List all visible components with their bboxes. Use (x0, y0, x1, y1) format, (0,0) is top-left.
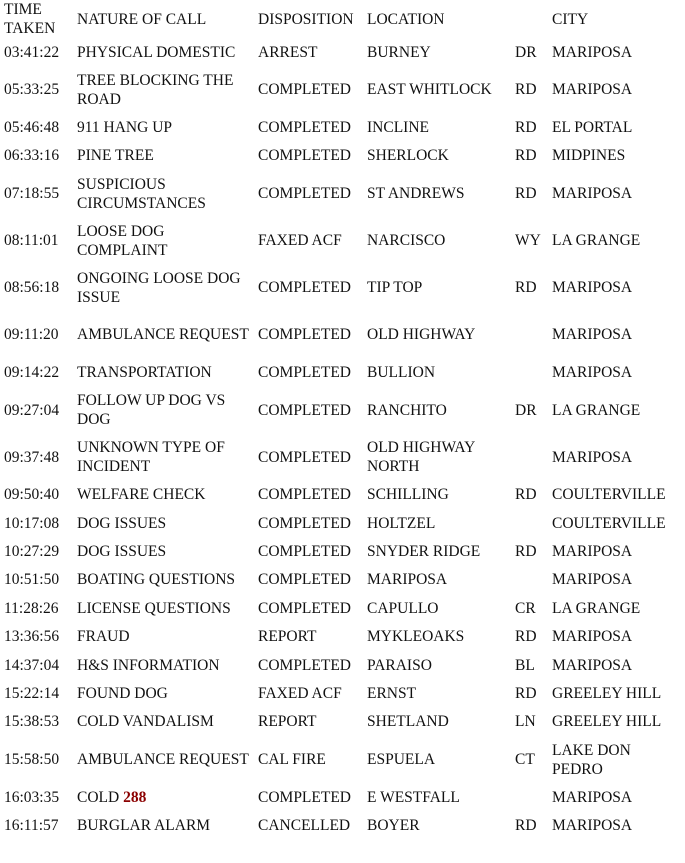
cell-city: LAKE DON PEDRO (552, 741, 631, 778)
table-row (0, 566, 685, 594)
cell-city: MARIPOSA (552, 571, 633, 589)
cell-time: 05:46:48 (4, 119, 60, 137)
cell-time: 10:27:29 (4, 543, 60, 561)
cell-nature: PINE TREE (77, 147, 154, 165)
cell-suffix: RD (515, 147, 537, 165)
cell-disposition: COMPLETED (258, 401, 351, 419)
cell-location: HOLTZEL (367, 514, 436, 532)
table-row (0, 736, 685, 783)
cell-time: 03:41:22 (4, 43, 60, 61)
cell-time: 15:38:53 (4, 713, 60, 731)
cell-suffix: RD (515, 486, 537, 504)
cell-time: 06:33:16 (4, 147, 60, 165)
cell-nature: LOOSE DOG COMPLAINT (77, 222, 168, 259)
header-row (0, 0, 685, 38)
cell-nature: BOATING QUESTIONS (77, 571, 236, 589)
cell-nature: BURGLAR ALARM (77, 817, 211, 835)
cell-location: BURNEY (367, 43, 431, 61)
cell-city: MARIPOSA (552, 326, 633, 344)
cell-nature: COLD VANDALISM (77, 713, 214, 731)
cell-location: EAST WHITLOCK (367, 81, 492, 99)
cell-disposition: COMPLETED (258, 571, 351, 589)
cell-suffix: RD (515, 817, 537, 835)
cell-disposition: REPORT (258, 628, 317, 646)
cell-location: ESPUELA (367, 751, 436, 769)
cell-time: 11:28:26 (4, 599, 59, 617)
cell-location: OLD HIGHWAY NORTH (367, 439, 475, 476)
table-row (0, 387, 685, 434)
cell-city: MARIPOSA (552, 81, 633, 99)
cell-nature: AMBULANCE REQUEST (77, 326, 249, 344)
cell-disposition: COMPLETED (258, 279, 351, 297)
cell-location: TIP TOP (367, 279, 423, 297)
cell-location: SCHILLING (367, 486, 449, 504)
cell-suffix: DR (515, 43, 537, 61)
cell-location: ERNST (367, 684, 417, 702)
cell-suffix: DR (515, 401, 537, 419)
cell-nature: AMBULANCE REQUEST (77, 751, 249, 769)
cell-time: 08:56:18 (4, 279, 60, 297)
cell-nature: TREE BLOCKING THE ROAD (77, 71, 234, 108)
cell-time: 16:11:57 (4, 817, 59, 835)
header-nature-of-call: NATURE OF CALL (77, 10, 207, 28)
cell-location: BULLION (367, 363, 436, 381)
cell-disposition: COMPLETED (258, 543, 351, 561)
table-row (0, 358, 685, 386)
cell-city: MARIPOSA (552, 628, 633, 646)
cell-suffix: RD (515, 628, 537, 646)
cell-nature: WELFARE CHECK (77, 486, 206, 504)
table-row (0, 623, 685, 651)
cell-location: RANCHITO (367, 401, 447, 419)
cell-city: COULTERVILLE (552, 514, 666, 532)
table-row (0, 783, 685, 811)
cell-location: E WESTFALL (367, 788, 460, 806)
cell-nature: DOG ISSUES (77, 543, 167, 561)
cell-city: MARIPOSA (552, 363, 633, 381)
cell-time: 09:11:20 (4, 326, 59, 344)
table-row (0, 594, 685, 622)
cell-city: GREELEY HILL (552, 684, 662, 702)
cell-nature: PHYSICAL DOMESTIC (77, 43, 236, 61)
cell-time: 09:50:40 (4, 486, 60, 504)
cell-suffix (511, 783, 548, 811)
table-row (0, 113, 685, 141)
table-row (0, 66, 685, 113)
cell-suffix: RD (515, 279, 537, 297)
table-row (0, 434, 685, 481)
cell-disposition: ARREST (258, 43, 318, 61)
cell-city: LA GRANGE (552, 401, 641, 419)
cell-nature: FOUND DOG (77, 684, 168, 702)
cell-location: SNYDER RIDGE (367, 543, 481, 561)
cell-location: INCLINE (367, 119, 429, 137)
cell-suffix: RD (515, 185, 537, 203)
cell-nature: 911 HANG UP (77, 119, 173, 137)
cell-disposition: COMPLETED (258, 147, 351, 165)
cell-time: 09:37:48 (4, 448, 60, 466)
table-row (0, 142, 685, 170)
cell-nature: ONGOING LOOSE DOG ISSUE (77, 269, 241, 306)
table-row (0, 170, 685, 217)
cell-disposition: COMPLETED (258, 119, 351, 137)
table-row (0, 217, 685, 264)
cell-suffix (511, 311, 548, 358)
header-location: LOCATION (367, 10, 445, 28)
cell-suffix (511, 566, 548, 594)
cell-city: MARIPOSA (552, 279, 633, 297)
cell-suffix: RD (515, 543, 537, 561)
cell-time: 13:36:56 (4, 628, 60, 646)
cell-time: 16:03:35 (4, 788, 60, 806)
table-row (0, 311, 685, 358)
cell-nature: DOG ISSUES (77, 514, 167, 532)
header-street-suffix (511, 0, 548, 38)
cell-disposition: COMPLETED (258, 656, 351, 674)
cell-time: 15:58:50 (4, 751, 60, 769)
cell-location: CAPULLO (367, 599, 439, 617)
cell-city: MARIPOSA (552, 788, 633, 806)
nature-highlight: 288 (123, 788, 147, 806)
cell-location: BOYER (367, 817, 420, 835)
cell-nature: LICENSE QUESTIONS (77, 599, 231, 617)
nature-text: COLD (77, 788, 120, 806)
cell-location: SHETLAND (367, 713, 449, 731)
cell-suffix (511, 358, 548, 386)
cell-suffix: CT (515, 751, 535, 769)
cell-nature: H&S INFORMATION (77, 656, 220, 674)
cell-disposition: COMPLETED (258, 185, 351, 203)
cell-suffix (511, 434, 548, 481)
cell-disposition: REPORT (258, 713, 317, 731)
cell-disposition: COMPLETED (258, 788, 351, 806)
cell-disposition: COMPLETED (258, 81, 351, 99)
cell-city: MARIPOSA (552, 185, 633, 203)
cell-city: COULTERVILLE (552, 486, 666, 504)
cell-location: NARCISCO (367, 232, 446, 250)
cell-city: MARIPOSA (552, 43, 633, 61)
cell-nature: UNKNOWN TYPE OF INCIDENT (77, 439, 225, 476)
header-disposition: DISPOSITION (258, 10, 354, 28)
header-city: CITY (552, 10, 589, 28)
table-row (0, 38, 685, 66)
cell-time: 08:11:01 (4, 232, 59, 250)
cell-suffix: LN (515, 713, 536, 731)
cell-disposition: COMPLETED (258, 363, 351, 381)
cell-time: 07:18:55 (4, 185, 60, 203)
cell-time: 09:14:22 (4, 363, 60, 381)
cell-disposition: CAL FIRE (258, 751, 326, 769)
cell-location: SHERLOCK (367, 147, 449, 165)
cell-time: 14:37:04 (4, 656, 60, 674)
cell-suffix: RD (515, 684, 537, 702)
cell-location: MARIPOSA (367, 571, 448, 589)
cell-nature: SUSPICIOUS CIRCUMSTANCES (77, 175, 206, 212)
cell-disposition: FAXED ACF (258, 232, 342, 250)
cell-location: PARAISO (367, 656, 432, 674)
cell-suffix: BL (515, 656, 535, 674)
cell-nature: TRANSPORTATION (77, 363, 212, 381)
cell-disposition: COMPLETED (258, 514, 351, 532)
cell-disposition: COMPLETED (258, 486, 351, 504)
cell-time: 05:33:25 (4, 81, 60, 99)
cell-time: 10:17:08 (4, 514, 60, 532)
cell-nature (73, 783, 254, 811)
table-row (0, 679, 685, 707)
cell-location: OLD HIGHWAY (367, 326, 476, 344)
cell-disposition: COMPLETED (258, 326, 351, 344)
cell-location: MYKLEOAKS (367, 628, 465, 646)
header-time-taken: TIME TAKEN (4, 1, 56, 37)
cell-nature: FOLLOW UP DOG VS DOG (77, 392, 226, 429)
cell-time: 10:51:50 (4, 571, 60, 589)
cell-city: MIDPINES (552, 147, 626, 165)
cell-disposition: CANCELLED (258, 817, 351, 835)
cell-suffix: WY (515, 232, 541, 250)
cell-city: MARIPOSA (552, 448, 633, 466)
cell-suffix: RD (515, 119, 537, 137)
cell-city: GREELEY HILL (552, 713, 662, 731)
cell-time: 09:27:04 (4, 401, 60, 419)
cell-nature: FRAUD (77, 628, 130, 646)
cell-suffix: RD (515, 81, 537, 99)
cell-time: 15:22:14 (4, 684, 60, 702)
table-row (0, 811, 685, 839)
table-row (0, 481, 685, 509)
table-row (0, 537, 685, 565)
cell-city: MARIPOSA (552, 656, 633, 674)
cell-location: ST ANDREWS (367, 185, 465, 203)
table-row (0, 264, 685, 311)
cell-city: LA GRANGE (552, 599, 641, 617)
table-row (0, 708, 685, 736)
cell-suffix (511, 509, 548, 537)
cell-city: LA GRANGE (552, 232, 641, 250)
cell-city: MARIPOSA (552, 543, 633, 561)
cell-city: MARIPOSA (552, 817, 633, 835)
cell-city: EL PORTAL (552, 119, 633, 137)
cell-disposition: COMPLETED (258, 599, 351, 617)
cell-suffix: CR (515, 599, 536, 617)
table-row (0, 651, 685, 679)
table-row (0, 509, 685, 537)
cell-disposition: FAXED ACF (258, 684, 342, 702)
cell-disposition: COMPLETED (258, 448, 351, 466)
